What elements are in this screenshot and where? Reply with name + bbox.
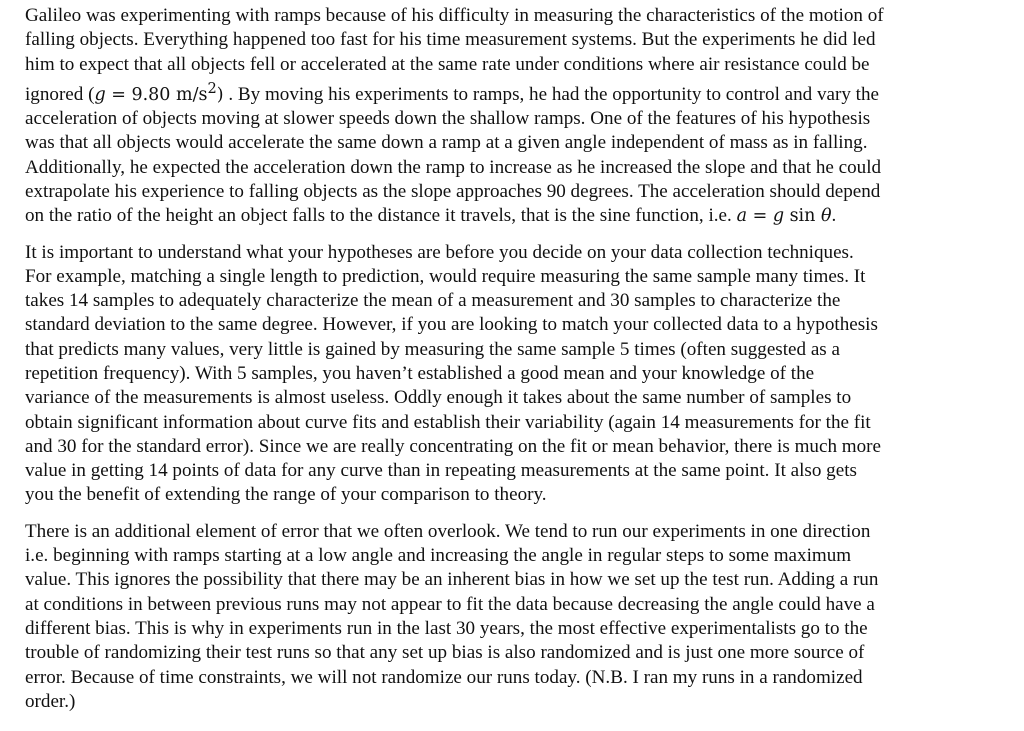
text-line: It is important to understand what your hypotheses are before you decide on your data collection techniques. [25, 241, 854, 263]
text-line: at conditions in between previous runs may not appear to fit the data because decreasing the angle could have a [25, 593, 875, 615]
text-line: extrapolate his experience to falling objects as the slope approaches 90 degrees. The acceleration should depend [25, 180, 881, 202]
paragraph-hypotheses [25, 241, 987, 508]
math-paren: ) [216, 84, 224, 105]
text-line: different bias. This is why in experiments run in the last 30 years, the most effective experimentalists go to the [25, 617, 868, 639]
text-line: was that all objects would accelerate the same down a ramp at a given angle independent of mass as in falling. [25, 132, 868, 154]
text-line: For example, matching a single length to prediction, would require measuring the same sample many times. It [25, 265, 866, 287]
math-variable: g [772, 206, 785, 227]
text-line: order.) [25, 690, 76, 712]
text-line: repetition frequency). With 5 samples, you haven’t established a good mean and your knowledge of the [25, 362, 815, 384]
text-fragment: ignored ( [25, 83, 95, 105]
math-value: = 9.80 m/s [105, 84, 208, 105]
text-line: and 30 for the standard error). Since we are really concentrating on the fit or mean behavior, there is much more [25, 435, 881, 457]
gravity-equation [94, 79, 224, 105]
paragraph-galileo [25, 4, 987, 229]
text-line: falling objects. Everything happened too fast for his time measurement systems. But the experiments he did led [25, 29, 876, 51]
text-line: takes 14 samples to adequately characterize the mean of a measurement and 30 samples to characterize the [25, 290, 841, 312]
math-exponent: 2 [207, 79, 217, 97]
text-fragment: . [831, 205, 837, 227]
text-line: i.e. beginning with ramps starting at a low angle and increasing the angle in regular steps to some maximum [25, 545, 852, 567]
math-operator: = [747, 206, 773, 227]
text-line: Galileo was experimenting with ramps because of his difficulty in measuring the characteristics of the motion of [25, 5, 884, 26]
text-line-sine-equation [25, 204, 987, 228]
text-line: There is an additional element of error that we often overlook. We tend to run our experiments in one direction [25, 520, 871, 542]
text-line: standard deviation to the same degree. However, if you are looking to match your collected data to a hypothesis [25, 314, 878, 336]
text-line: obtain significant information about curve fits and establish their variability (again 14 measurements for the fit [25, 411, 871, 433]
text-line: variance of the measurements is almost useless. Oddly enough it takes about the same number of samples to [25, 387, 852, 409]
math-function: sin [784, 206, 821, 227]
text-line: value. This ignores the possibility that there may be an inherent bias in how we set up the test run. Adding a run [25, 569, 879, 591]
paragraph-error-bias [25, 520, 987, 714]
math-variable: a [736, 206, 748, 227]
text-fragment: on the ratio of the height an object falls to the distance it travels, that is the sine function, i.e. [25, 205, 737, 227]
text-line: acceleration of objects moving at slower speeds down the shallow ramps. One of the features of his hypothesis [25, 108, 871, 130]
text-line: error. Because of time constraints, we will not randomize our runs today. (N.B. I ran my runs in a randomized [25, 666, 863, 688]
math-variable: g [94, 84, 106, 105]
sine-equation [737, 206, 832, 226]
text-line: that predicts many values, very little is gained by measuring the same sample 5 times (often suggested as a [25, 338, 840, 360]
text-line: trouble of randomizing their test runs so that any set up bias is also randomized and is just one more source of [25, 642, 865, 664]
math-variable: θ [821, 206, 832, 227]
text-fragment: . By moving his experiments to ramps, he had the opportunity to control and vary the [223, 83, 880, 105]
text-line: value in getting 14 points of data for any curve than in repeating measurements at the same point. It also gets [25, 460, 857, 482]
text-line: you the benefit of extending the range of your comparison to theory. [25, 484, 547, 506]
document-body [25, 4, 987, 726]
text-line: Additionally, he expected the acceleration down the ramp to increase as he increased the slope and that he could [25, 156, 882, 178]
text-line-gravity-equation [25, 77, 987, 107]
text-line: him to expect that all objects fell or accelerated at the same rate under conditions where air resistance could be [25, 53, 870, 75]
